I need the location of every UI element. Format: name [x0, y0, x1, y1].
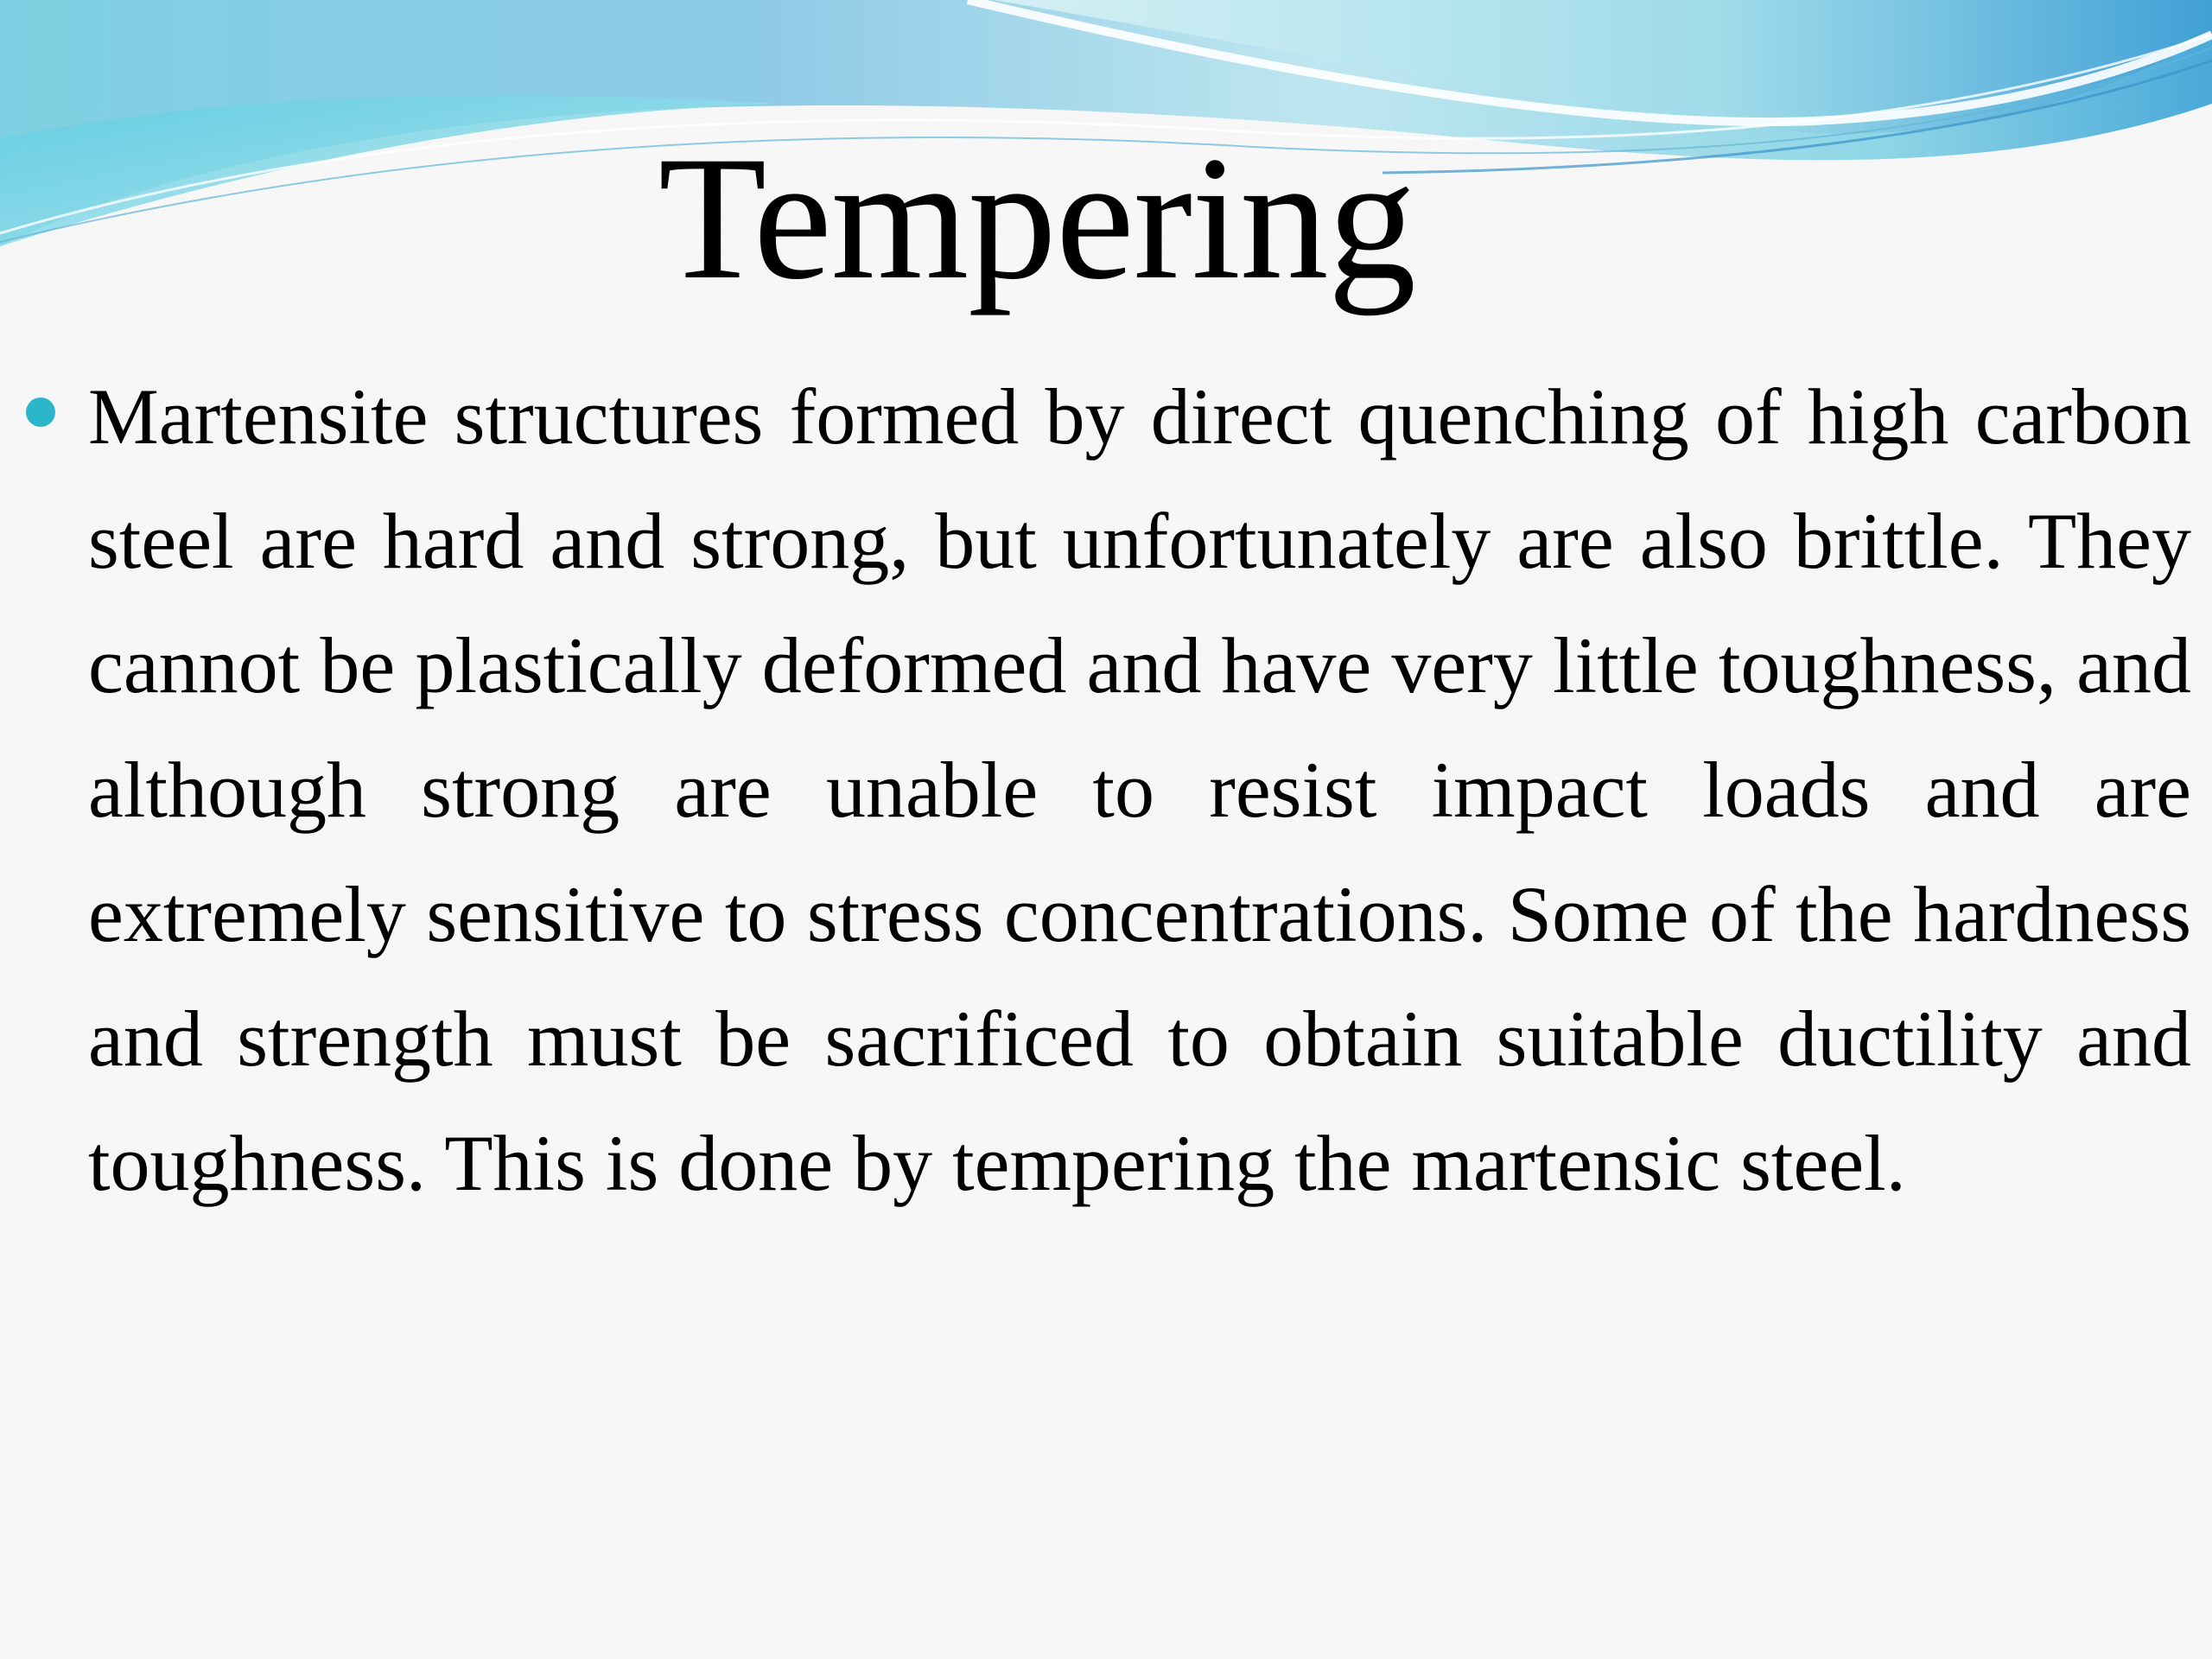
bullet-dot-icon — [26, 397, 55, 427]
slide-content — [0, 354, 2212, 1225]
bullet-text: Martensite structures formed by direct quenching of high carbon steel are hard and strong, but unfortunately are also brittle. They cannot be plastically deformed and have very little toughness, and although strong are unable to resist impact loads and are extremely sensitive to stress concentrations. Some of the hardness and strength must be sacrificed to obtain suitable ductility and toughness. This is done by tempering the martensic steel. — [88, 372, 2191, 1207]
bullet-item — [0, 354, 2212, 1225]
slide-title: Tempering — [658, 120, 1416, 316]
